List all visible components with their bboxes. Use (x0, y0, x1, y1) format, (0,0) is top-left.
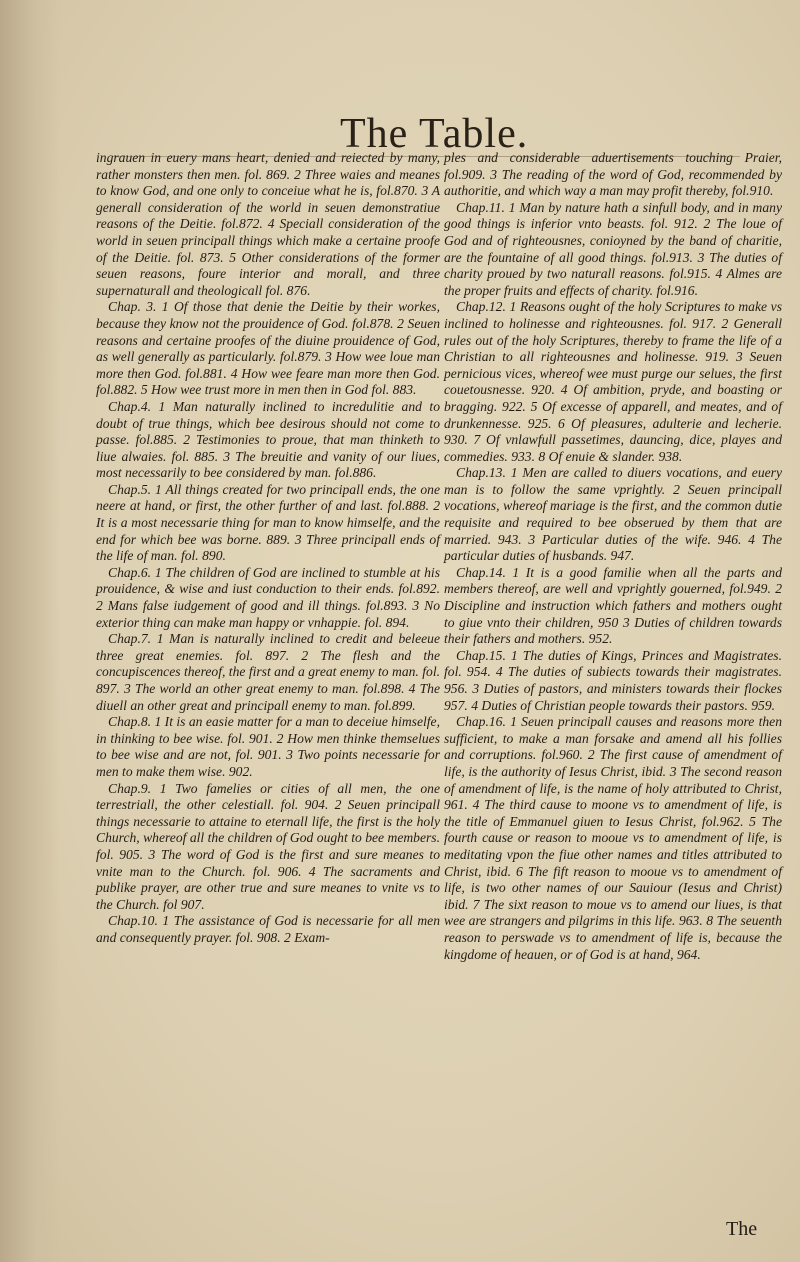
page-header: The Table. (340, 111, 529, 157)
right-paragraph-6: Chap.15. 1 The duties of Kings, Princes and Magistrates. fol. 954. 4 The duties of subiects towards their magistrates. 956. 3 Duties of pastors, and ministers towards their flockes 957. 4 Duties of Christian people towards their pastors. 959. (444, 647, 782, 713)
gutter-shadow (0, 0, 60, 1262)
right-paragraph-3: Chap.12. 1 Reasons ought of the holy Scriptures to make vs inclined to holinesse and righteousnes. fol. 917. 2 Generall rules out of the holy Scriptures, thereby to frame the life of a Christian to all righteousnes and holinesse. 919. 3 Seuen pernicious vices, whereof wee must purge our selues, the first couetousnesse. 920. 4 Of ambition, pryde, and boasting or bragging. 922. 5 Of excesse of apparell, and meates, and of drunkennesse. 925. 6 Of pleasures, adulterie and lecherie. 930. 7 Of vnlawfull passetimes, dauncing, dice, playes and commedies. 933. 8 Of enuie & slander. 938. (444, 299, 782, 464)
right-paragraph-4: Chap.13. 1 Men are called to diuers vocations, and euery man is to follow the same vprightly. 2 Seuen principall vocations, whereof mariage is the first, and the common dutie requisite and required to bee obserued by them that are married. 943. 3 Particular duties of the wife. 946. 4 The particular duties of husbands. 947. (444, 465, 782, 564)
left-paragraph-4: Chap.5. 1 All things created for two principall ends, the one neere at hand, or first, the other further of and last. fol.888. 2 It is a most necessarie thing for man to know himselfe, and the end for which bee was borne. 889. 3 Three principall ends of the life of man. fol. 890. (96, 481, 440, 564)
right-paragraph-7: Chap.16. 1 Seuen principall causes and reasons more then sufficient, to make a man forsake and amend all his follies and corruptions. fol.960. 2 The first cause of amendment of life, is the authority of Iesus Christ, ibid. 3 The second reason of amendment of life, is the name of holy attributed to Christ, 961. 4 The third cause to moone vs to amendment of life, is the title of Emmanuel giuen to Iesus Christ, fol.962. 5 The fourth cause or reason to mooue vs to amendment of life, is meditating vpon the fiue other names and titles attributed to Christ, ibid. 6 The fift reason to mooue vs to amendment of life, is two other names of our Sauiour (Iesus and Christ) ibid. 7 The sixt reason to moue vs to amend our liues, is that wee are strangers and pilgrims in this life. 963. 8 The seuenth reason to perswade vs to amendment of life is, because the kingdome of heauen, or of God is at hand, 964. (444, 714, 782, 962)
left-paragraph-9: Chap.10. 1 The assistance of God is necessarie for all men and consequently prayer. fol. 908. 2 Exam- (96, 913, 440, 945)
left-column (96, 150, 440, 947)
left-paragraph-7: Chap.8. 1 It is an easie matter for a man to deceiue himselfe, in thinking to bee wise. fol. 901. 2 How men thinke themselues to bee wise and are not, fol. 901. 3 Two points necessarie for men to make them wise. 902. (96, 714, 440, 779)
right-column (444, 150, 782, 963)
left-paragraph-6: Chap.7. 1 Man is naturally inclined to credit and beleeue three great enemies. fol. 897. 2 The flesh and the concupiscences thereof, the first and a great enemy to man. fol. 897. 3 The world an other great enemy to man. fol.898. 4 The diuell an other great and principall enemy to man. fol.899. (96, 631, 440, 713)
left-paragraph-1: ingrauen in euery mans heart, denied and reiected by many, rather monsters then men. fol. 869. 2 Three waies and meanes to know God, and one only to conceiue what he is, fol.870. 3 A generall consideration of the world in seuen demonstratiue reasons of the Deitie. fol.872. 4 Speciall consideration of the world in seuen principall things which make a certaine proofe of the Deitie. fol. 873. 5 Other considerations of the former seuen reasons, foure interior and morall, and three supernaturall and theologicall fol. 876. (96, 150, 440, 298)
right-paragraph-1: ples and considerable aduertisements touching Praier, fol.909. 3 The reading of the word of God, recommended by authoritie, and which way a man may profit thereby, fol.910. (444, 150, 782, 199)
right-paragraph-2: Chap.11. 1 Man by nature hath a sinfull body, and in many good things is inferior vnto beasts. fol. 912. 2 The loue of God and of righteousnes, conioyned by the band of charitie, are the fountaine of all good things. fol.913. 3 The duties of charity proued by two naturall reasons. fol.915. 4 Almes are the proper fruits and effects of charity. fol.916. (444, 199, 782, 298)
left-paragraph-2: Chap. 3. 1 Of those that denie the Deitie by their workes, because they know not the prouidence of God. fol.878. 2 Seuen reasons and certaine proofes of the diuine prouidence of God, as well generally as particularly. fol.879. 3 How wee loue man more then God. fol.881. 4 How wee feare man more then God. fol.882. 5 How wee trust more in men then in God fol. 883. (96, 299, 440, 398)
catchword: The (726, 1218, 758, 1240)
left-paragraph-5: Chap.6. 1 The children of God are inclined to stumble at his prouidence, & wise and iust conduction to their ends. fol.892. 2 Mans false iudgement of good and ill things. fol.893. 3 No exterior thing can make man happy or vnhappie. fol. 894. (96, 564, 440, 630)
right-paragraph-5: Chap.14. 1 It is a good familie when all the parts and members thereof, are well and vprightly gouerned, fol.949. 2 Discipline and instruction which fathers and mothers ought to giue vnto their children, 950 3 Duties of children towards their fathers and mothers. 952. (444, 564, 782, 647)
left-paragraph-8: Chap.9. 1 Two famelies or cities of all men, the one terrestriall, the other celestiall. fol. 904. 2 Seuen principall things necessarie to attaine to eternall life, the first is the holy Church, whereof all the children of God ought to bee members. fol. 905. 3 The word of God is the first and sure meanes to vnite man to the Church. fol. 906. 4 The sacraments and publike prayer, are other true and sure meanes to vnite vs to the Church. fol 907. (96, 780, 440, 912)
left-paragraph-3: Chap.4. 1 Man naturally inclined to incredulitie and to doubt of true things, which bee desirous should not come to passe. fol.885. 2 Testimonies to proue, that man thinketh to liue alwaies. fol. 885. 3 The breuitie and vanity of our liues, most necessarily to bee considered by man. fol.886. (96, 398, 440, 481)
